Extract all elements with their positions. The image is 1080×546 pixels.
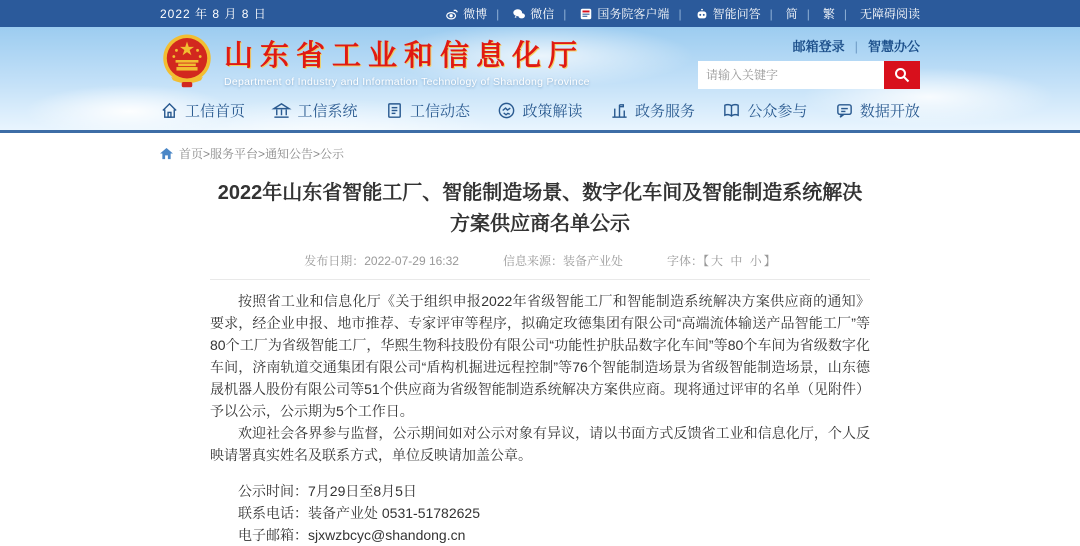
publicity-period-line: 公示时间：7月29日至8月5日 — [238, 483, 417, 499]
nav-item-system[interactable]: 工信系统 — [272, 100, 357, 121]
chat-bubble-icon — [835, 101, 854, 120]
robot-icon — [695, 7, 709, 21]
page-title: 2022年山东省智能工厂、智能制造场景、数字化车间及智能制造系统解决方案供应商名单公示 — [217, 182, 863, 235]
gov-client-link[interactable]: | 国务院客户端 — [554, 5, 669, 22]
article-meta — [210, 252, 870, 269]
current-date: 2022 年 8 月 8 日 — [160, 7, 267, 21]
quick-links — [793, 36, 920, 55]
traditional-chinese-toggle[interactable]: | 繁 — [798, 5, 835, 22]
meta-divider — [210, 279, 870, 280]
weibo-link[interactable]: 微博 — [445, 5, 487, 22]
font-size-medium-button[interactable]: 中 — [730, 254, 743, 268]
main-nav — [160, 91, 920, 130]
gov-client-icon — [579, 7, 593, 21]
gov-building-icon — [610, 101, 629, 120]
font-size-suffix: 】 — [763, 254, 776, 268]
search-input[interactable] — [698, 61, 884, 89]
open-book-icon — [722, 101, 741, 120]
font-size-label: 字体：【 — [667, 254, 710, 268]
breadcrumb — [160, 133, 920, 170]
top-links-menu — [445, 5, 920, 22]
nav-item-participation[interactable]: 公众参与 — [722, 100, 807, 121]
weibo-icon — [445, 7, 459, 21]
site-title: 山东省工业和信息化厅 — [224, 39, 585, 72]
article — [210, 178, 870, 546]
search-icon — [894, 67, 910, 83]
wechat-link[interactable]: | 微信 — [487, 5, 554, 22]
top-utility-bar — [0, 0, 1080, 27]
handshake-icon — [497, 101, 516, 120]
accessibility-link[interactable]: | 无障碍阅读 — [835, 5, 920, 22]
contact-block — [210, 480, 870, 546]
search-button[interactable] — [884, 61, 920, 89]
publish-date-label: 发布日期： — [304, 254, 365, 268]
paragraph-2: 欢迎社会各界参与监督，公示期间如对公示对象有异议，请以书面方式反馈省工业和信息化厅，个人反映请署真实姓名及联系方式，单位反映请加盖公章。 — [210, 425, 870, 463]
smart-qa-link[interactable]: | 智能问答 — [669, 5, 760, 22]
national-emblem-icon — [160, 31, 214, 89]
search-bar — [698, 61, 920, 89]
bank-icon — [272, 101, 291, 120]
paragraph-1: 按照省工业和信息化厅《关于组织申报2022年省级智能工厂和智能制造系统解决方案供应商的通知》要求，经企业申报、地市推荐、专家评审等程序，拟确定玫德集团有限公司“高端流体输送产品智能工厂”等80个工厂为省级智能工厂，华熙生物科技股份有限公司“功能性护肤品数字化车间”等80个车间为省级数字化车间，济南轨道交通集团有限公司“盾构机掘进远程控制”等76个智能制造场景为省级智能制造场景，山东德晟机器人股份有限公司等51个供应商为省级智能制造系统解决方案供应商。现将通过评审的名单（见附件）予以公示，公示期为5个工作日。 — [210, 293, 870, 419]
source-value: 装备产业处 — [563, 254, 624, 268]
contact-phone-line: 联系电话：装备产业处 0531-51782625 — [238, 505, 480, 521]
nav-item-policy[interactable]: 政策解读 — [497, 100, 582, 121]
nav-item-news[interactable]: 工信动态 — [385, 100, 470, 121]
source-label: 信息来源： — [502, 254, 563, 268]
font-size-small-button[interactable]: 小 — [749, 254, 762, 268]
font-size-large-button[interactable]: 大 — [711, 254, 724, 268]
nav-item-home[interactable]: 工信首页 — [160, 100, 245, 121]
nav-item-open-data[interactable]: 数据开放 — [835, 100, 920, 121]
site-header — [0, 27, 1080, 133]
site-logo[interactable] — [160, 31, 590, 89]
mail-login-link[interactable]: 邮箱登录 — [792, 38, 845, 54]
site-subtitle: Department of Industry and Information Technology of Shandong Province — [224, 75, 590, 88]
home-icon — [160, 101, 179, 120]
simplified-chinese-toggle[interactable]: | 简 — [761, 5, 798, 22]
contact-email-line: 电子邮箱：sjxwzbcyc@shandong.cn — [238, 527, 466, 543]
wechat-icon — [512, 7, 526, 21]
breadcrumb-home-icon — [160, 148, 173, 160]
nav-item-services[interactable]: 政务服务 — [610, 100, 695, 121]
article-body — [210, 290, 870, 466]
smart-office-link[interactable]: | 智慧办公 — [845, 36, 920, 55]
news-icon — [385, 101, 404, 120]
publish-date-value: 2022-07-29 16:32 — [364, 254, 459, 268]
breadcrumb-path[interactable]: 首页>服务平台>通知公告>公示 — [179, 147, 345, 161]
